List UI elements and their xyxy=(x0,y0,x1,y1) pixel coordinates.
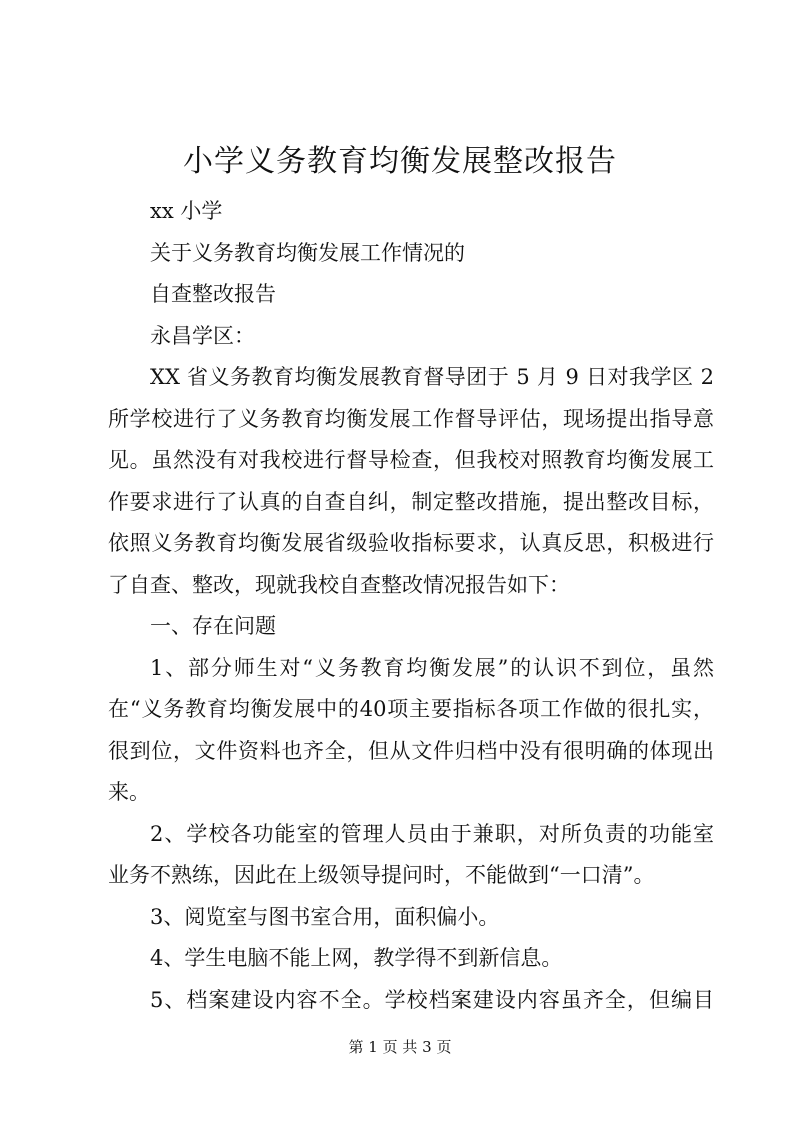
paragraph-intro-line: 作要求进行了认真的自查自纠，制定整改措施，提出整改目标， xyxy=(108,489,714,514)
problem-3-line: 3、阅览室与图书室合用，面积偏小。 xyxy=(150,904,500,929)
school-name-line: xx 小学 xyxy=(150,199,223,223)
paragraph-intro-line: 了自查、整改，现就我校自查整改情况报告如下： xyxy=(108,572,570,597)
problem-2-line: 2、学校各功能室的管理人员由于兼职，对所负责的功能室 xyxy=(150,821,714,846)
problem-1-line: 在“义务教育均衡发展中的40项主要指标各项工作做的很扎实， xyxy=(108,697,714,721)
page-footer: 第 1 页 共 3 页 xyxy=(348,1038,452,1056)
report-subject-line: 关于义务教育均衡发展工作情况的 xyxy=(150,240,465,265)
document-body xyxy=(108,191,714,1021)
addressee-line: 永昌学区： xyxy=(150,323,255,348)
paragraph-intro-line: 所学校进行了义务教育均衡发展工作督导评估，现场提出指导意 xyxy=(108,406,714,431)
report-type-line: 自查整改报告 xyxy=(150,282,276,306)
problem-1-line: 来。 xyxy=(108,780,150,804)
document-title: 小学义务教育均衡发展整改报告 xyxy=(183,144,617,179)
problem-4-line: 4、学生电脑不能上网，教学得不到新信息。 xyxy=(150,946,563,970)
problem-1-line: 1、部分师生对“义务教育均衡发展”的认识不到位，虽然 xyxy=(150,655,714,680)
problem-5-line: 5、档案建设内容不全。学校档案建设内容虽齐全，但编目 xyxy=(150,987,714,1012)
paragraph-intro-line: 依照义务教育均衡发展省级验收指标要求，认真反思，积极进行 xyxy=(108,531,714,555)
paragraph-intro-line: XX 省义务教育均衡发展教育督导团于 5 月 9 日对我学区 2 xyxy=(150,365,714,389)
problem-2-line: 业务不熟练，因此在上级领导提问时，不能做到“一口清”。 xyxy=(108,863,655,887)
paragraph-intro-line: 见。虽然没有对我校进行督导检查，但我校对照教育均衡发展工 xyxy=(108,448,714,472)
problem-1-line: 很到位，文件资料也齐全，但从文件归档中没有很明确的体现出 xyxy=(108,738,714,763)
section-heading-problems: 一、存在问题 xyxy=(150,614,276,638)
